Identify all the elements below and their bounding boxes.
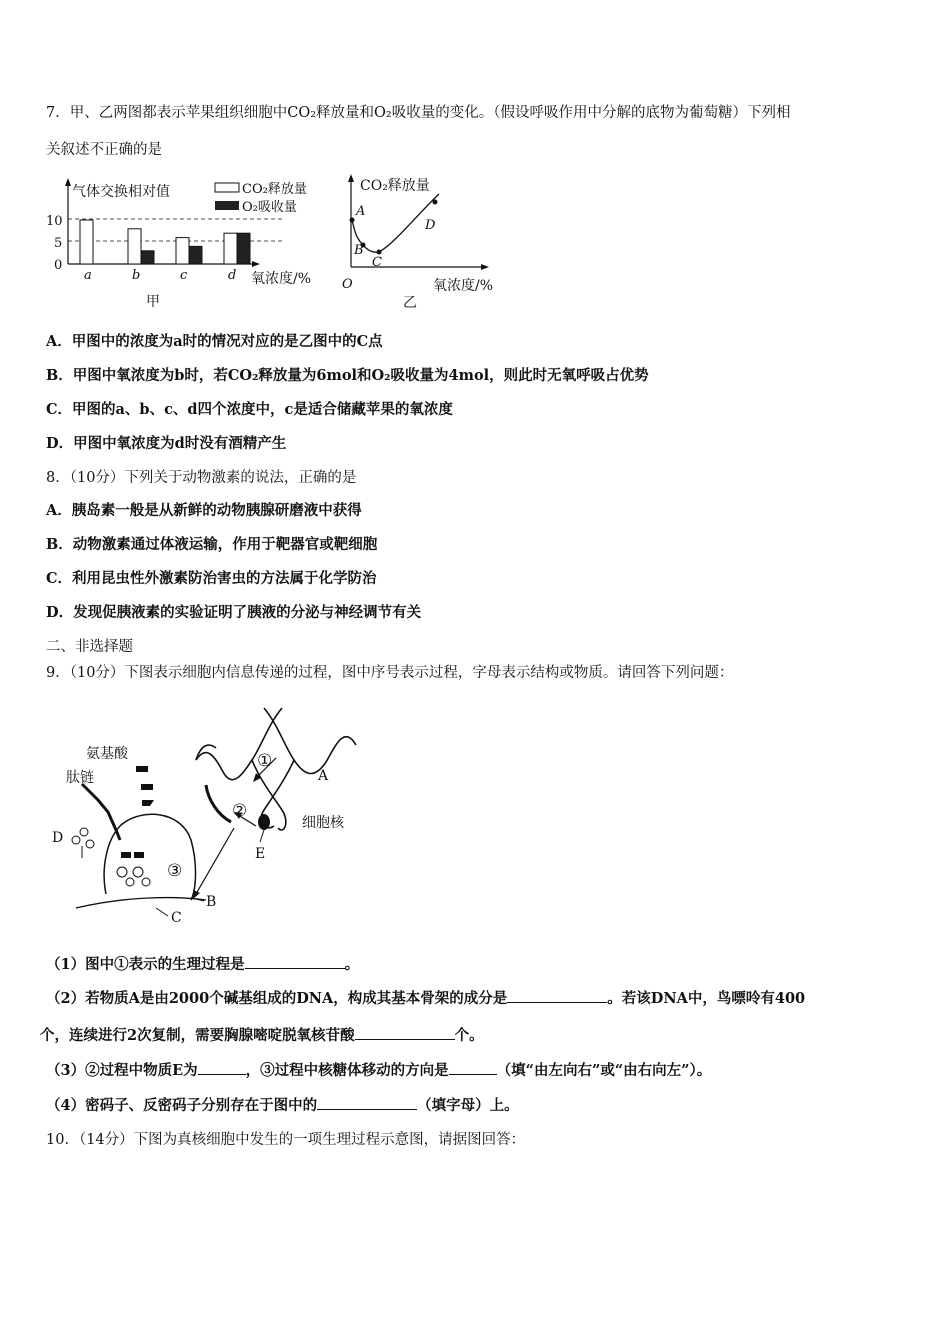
yi-caption: 乙 <box>403 295 417 311</box>
q7-option-c: C．甲图的a、b、c、d四个浓度中，c是适合储藏苹果的氧浓度 <box>46 401 453 418</box>
q7-stem-line2: 关叙述不正确的是 <box>46 142 162 158</box>
mrna-strand <box>206 785 231 822</box>
point-c-dot <box>377 250 382 255</box>
point-a-dot <box>350 218 355 223</box>
q9-sub3-text-c: （填“由左向右”或“由右向左”）。 <box>496 1062 712 1079</box>
amino-acid-3 <box>142 800 154 806</box>
jia-legend-co2: CO₂释放量 <box>242 182 307 197</box>
ribosome-amino-1 <box>121 852 131 858</box>
q9-stem: 9．（10分）下图表示细胞内信息传递的过程，图中序号表示过程，字母表示结构或物质。请回答下列问题： <box>46 665 734 681</box>
q10-stem: 10．（14分）下图为真核细胞中发生的一项生理过程示意图，请据图回答： <box>46 1132 526 1148</box>
dna-strand-1 <box>264 708 356 774</box>
section-heading: 二、非选择题 <box>46 639 133 655</box>
mrna-b <box>76 898 206 908</box>
q9-sub1 <box>46 954 359 975</box>
jia-ylabel: 气体交换相对值 <box>72 184 170 200</box>
x-tick-c: c <box>180 268 188 283</box>
jia-x-arrow <box>252 261 260 267</box>
amino-acid-2 <box>141 784 153 790</box>
point-c-label: C <box>372 255 382 270</box>
trna-3 <box>126 878 134 886</box>
q8-option-a: A．胰岛素一般是从新鲜的动物胰腺研磨液中获得 <box>46 502 362 519</box>
figure-jia-bar-chart <box>46 176 336 316</box>
trna-2 <box>133 867 143 877</box>
process-1-label: ① <box>257 751 273 771</box>
q8-option-c: C．利用昆虫性外激素防治害虫的方法属于化学防治 <box>46 570 377 587</box>
q9-sub1-text: （1）图中①表示的生理过程是 <box>46 956 245 973</box>
q9-sub1-end: 。 <box>344 956 360 973</box>
q8-option-b: B．动物激素通过体液运输，作用于靶器官或靶细胞 <box>46 536 378 553</box>
jia-caption: 甲 <box>146 294 160 310</box>
point-d-label: D <box>425 218 436 233</box>
bar-co2-b <box>128 229 141 264</box>
q9-sub4 <box>46 1095 519 1116</box>
y-tick-5: 5 <box>54 236 63 251</box>
x-tick-a: a <box>84 268 92 283</box>
label-peptide: 肽链 <box>66 770 94 786</box>
q9-sub2-line1 <box>46 988 805 1009</box>
q9-sub3-text-b: ，③过程中核糖体移动的方向是 <box>245 1062 449 1079</box>
figure-yi-curve <box>335 173 525 313</box>
label-d: D <box>52 830 64 846</box>
mrna-to-ribosome-arrow <box>196 828 234 894</box>
legend-co2-swatch <box>215 183 239 192</box>
label-a: A <box>318 768 329 784</box>
q9-sub2-text-d: 个。 <box>454 1027 484 1044</box>
label-b: B <box>206 894 217 910</box>
bar-o2-c <box>189 246 202 264</box>
q9-sub4-text: （4）密码子、反密码子分别存在于图中的 <box>46 1097 318 1114</box>
label-amino-acid: 氨基酸 <box>86 746 128 762</box>
q9-sub2-line2 <box>40 1025 484 1046</box>
bar-o2-b <box>141 251 154 264</box>
label-e: E <box>255 846 266 862</box>
label-nucleus: 细胞核 <box>302 815 344 831</box>
point-d-dot <box>433 200 438 205</box>
process-2-label: ② <box>232 801 248 821</box>
e-pointer <box>260 830 264 842</box>
q8-option-d: D．发现促胰液素的实验证明了胰液的分泌与神经调节有关 <box>46 604 422 621</box>
rna-polymerase-e <box>258 814 270 830</box>
figure-gene-expression <box>46 700 376 930</box>
x-tick-d: d <box>228 268 237 283</box>
bar-co2-a <box>80 220 93 264</box>
point-b-label: B <box>354 243 364 258</box>
q8-stem: 8．（10分）下列关于动物激素的说法，正确的是 <box>46 470 357 486</box>
trna-d-3 <box>86 840 94 848</box>
q9-sub2-text-c: 个，连续进行2次复制，需要胸腺嘧啶脱氧核苷酸 <box>40 1027 355 1044</box>
q9-sub2-blank-1[interactable] <box>507 988 607 1003</box>
bar-o2-d <box>237 233 250 264</box>
jia-legend-o2: O₂吸收量 <box>242 200 297 215</box>
q9-sub2-text-b: 。若该DNA中，鸟嘌呤有400 <box>607 990 806 1007</box>
x-tick-b: b <box>132 268 141 283</box>
point-a-label: A <box>356 204 366 219</box>
q7-stem-line1: 7．甲、乙两图都表示苹果组织细胞中CO₂释放量和O₂吸收量的变化。（假设呼吸作用中分解的底物为葡萄糖）下列相 <box>46 105 791 121</box>
trna-d-2 <box>80 828 88 836</box>
bar-co2-d <box>224 233 237 264</box>
amino-acid-1 <box>136 766 148 772</box>
process-3-label: ③ <box>167 861 183 881</box>
yi-x-arrow <box>481 264 489 270</box>
yi-origin: O <box>342 277 353 292</box>
q7-option-a: A．甲图中的浓度为a时的情况对应的是乙图中的C点 <box>46 333 383 350</box>
yi-xlabel: 氧浓度/% <box>433 278 494 294</box>
q7-option-d: D．甲图中氧浓度为d时没有酒精产生 <box>46 435 287 452</box>
q9-sub1-blank[interactable] <box>245 954 345 969</box>
yi-ylabel: CO₂释放量 <box>360 178 430 194</box>
ribosome-c <box>104 814 195 900</box>
trna-d-1 <box>72 836 80 844</box>
q9-sub2-blank-2[interactable] <box>355 1025 455 1040</box>
y-tick-10: 10 <box>46 214 63 229</box>
y-tick-0: 0 <box>54 258 63 273</box>
yi-y-arrow <box>348 174 354 182</box>
q9-sub4-blank[interactable] <box>317 1095 417 1110</box>
bar-co2-c <box>176 238 189 264</box>
q9-sub3-text: （3）②过程中物质E为 <box>46 1062 198 1079</box>
q9-sub4-text-b: （填字母）上。 <box>417 1097 519 1114</box>
label-c-pointer <box>156 908 168 916</box>
jia-y-arrow <box>65 178 71 186</box>
q9-sub3-blank-1[interactable] <box>198 1060 246 1075</box>
ribosome-amino-2 <box>134 852 144 858</box>
legend-o2-swatch <box>215 201 239 210</box>
q7-option-b: B．甲图中氧浓度为b时，若CO₂释放量为6mol和O₂吸收量为4mol，则此时无氧呼吸占优势 <box>46 367 649 384</box>
q9-sub2-text: （2）若物质A是由2000个碱基组成的DNA，构成其基本骨架的成分是 <box>46 990 508 1007</box>
label-c: C <box>171 910 182 926</box>
q9-sub3-blank-2[interactable] <box>449 1060 497 1075</box>
q9-sub3 <box>46 1060 711 1081</box>
trna-1 <box>117 867 127 877</box>
jia-xlabel: 氧浓度/% <box>251 271 312 287</box>
trna-4 <box>142 878 150 886</box>
